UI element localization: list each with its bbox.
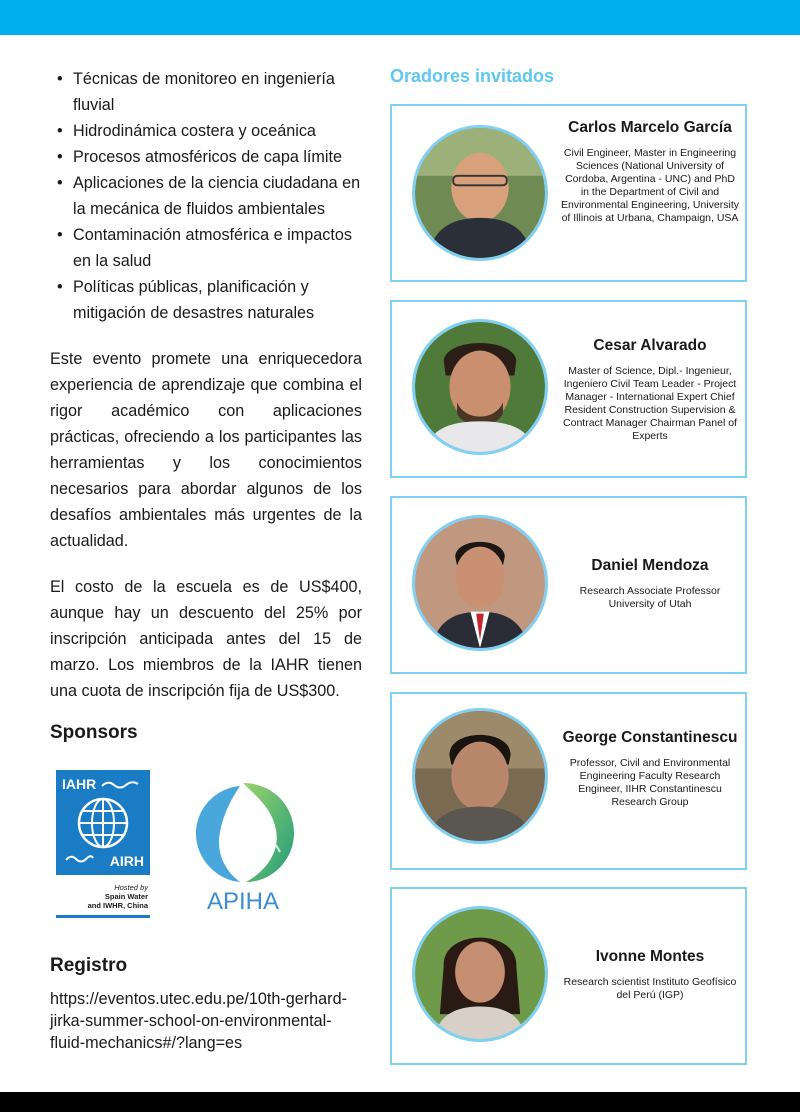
- iahr-logo-text: IAHR: [62, 776, 97, 792]
- topics-list: [50, 66, 362, 326]
- topic-item: • Políticas públicas, planificación y mitigación de desastres naturales: [50, 274, 362, 326]
- speaker-name: Daniel Mendoza: [591, 557, 709, 574]
- bottom-banner: [0, 1092, 800, 1112]
- iahr-logo: [56, 770, 150, 918]
- speaker-card: [390, 692, 747, 870]
- top-banner: [0, 0, 800, 35]
- registration-link[interactable]: https://eventos.utec.edu.pe/10th-gerhard-jirka-summer-school-on-environmental-fluid-mechanics#/?lang=es: [50, 990, 347, 1052]
- wave-icon: [100, 780, 140, 790]
- globe-icon: [76, 796, 130, 850]
- speaker-info: [560, 118, 740, 225]
- speaker-info: [560, 947, 740, 1002]
- topic-item: • Técnicas de monitoreo en ingeniería fluvial: [50, 66, 362, 118]
- speaker-card: [390, 300, 747, 478]
- topic-item: • Contaminación atmosférica e impactos en la salud: [50, 222, 362, 274]
- apiha-emblem-icon: [188, 778, 298, 888]
- speaker-description: Research scientist Instituto Geofísico del Perú (IGP): [563, 976, 737, 1001]
- speaker-photo: [412, 708, 548, 844]
- speaker-description: Master of Science, Dipl.- Ingenieur, Ingeniero Civil Team Leader - Project Manager - International Expert Chief Resident Construction Supervision & Contract Manager Chairman Panel of Experts: [563, 365, 737, 442]
- speaker-name: Cesar Alvarado: [593, 337, 707, 354]
- speaker-info: [560, 728, 740, 809]
- apiha-logo: [188, 778, 298, 918]
- apiha-logo-text: APIHA: [206, 888, 280, 915]
- speaker-card: [390, 496, 747, 674]
- speaker-name: Ivonne Montes: [595, 948, 705, 965]
- speaker-photo: [412, 125, 548, 261]
- sponsors-heading: Sponsors: [50, 722, 138, 743]
- left-column: [50, 66, 362, 704]
- registro-heading: Registro: [50, 955, 128, 976]
- speaker-description: Research Associate Professor University of Utah: [579, 585, 721, 610]
- speakers-heading: Oradores invitados: [390, 66, 555, 86]
- topic-item: • Procesos atmosféricos de capa límite: [50, 144, 362, 170]
- topic-item: • Hidrodinámica costera y oceánica: [50, 118, 362, 144]
- speaker-info: [560, 336, 740, 443]
- wave-icon: [64, 854, 94, 864]
- event-description: Este evento promete una enriquecedora experiencia de aprendizaje que combina el rigor académico con aplicaciones prácticas, ofreciendo a los participantes las herramientas y los conocimientos necesarios para abordar algunos de los desafíos ambientales más urgentes de la actualidad.: [50, 350, 362, 550]
- speaker-card: [390, 104, 747, 282]
- speaker-card: [390, 887, 747, 1065]
- speaker-description: Professor, Civil and Environmental Engineering Faculty Research Engineer, IIHR Constantinescu Research Group: [569, 757, 731, 808]
- speaker-name: George Constantinescu: [562, 729, 738, 746]
- speaker-photo: [412, 515, 548, 651]
- speaker-description: Civil Engineer, Master in Engineering Sciences (National University of Cordoba, Argentina - UNC) and PhD in the Department of Civil and Environmental Engineering, University of Illinois at Urbana, Champaign, USA: [560, 147, 739, 224]
- iahr-logo-text: AIRH: [109, 853, 144, 869]
- speaker-name: Carlos Marcelo García: [568, 119, 732, 136]
- cost-paragraph: El costo de la escuela es de US$400, aunque hay un descuento del 25% por inscripción anticipada antes del 15 de marzo. Los miembros de la IAHR tienen una cuota de inscripción fija de US$300.: [50, 578, 362, 700]
- speaker-info: [560, 556, 740, 611]
- speaker-photo: [412, 319, 548, 455]
- iahr-hosted-text: Hosted by Spain Water and IWHR, China: [87, 883, 148, 910]
- speaker-photo: [412, 906, 548, 1042]
- topic-item: • Aplicaciones de la ciencia ciudadana en la mecánica de fluidos ambientales: [50, 170, 362, 222]
